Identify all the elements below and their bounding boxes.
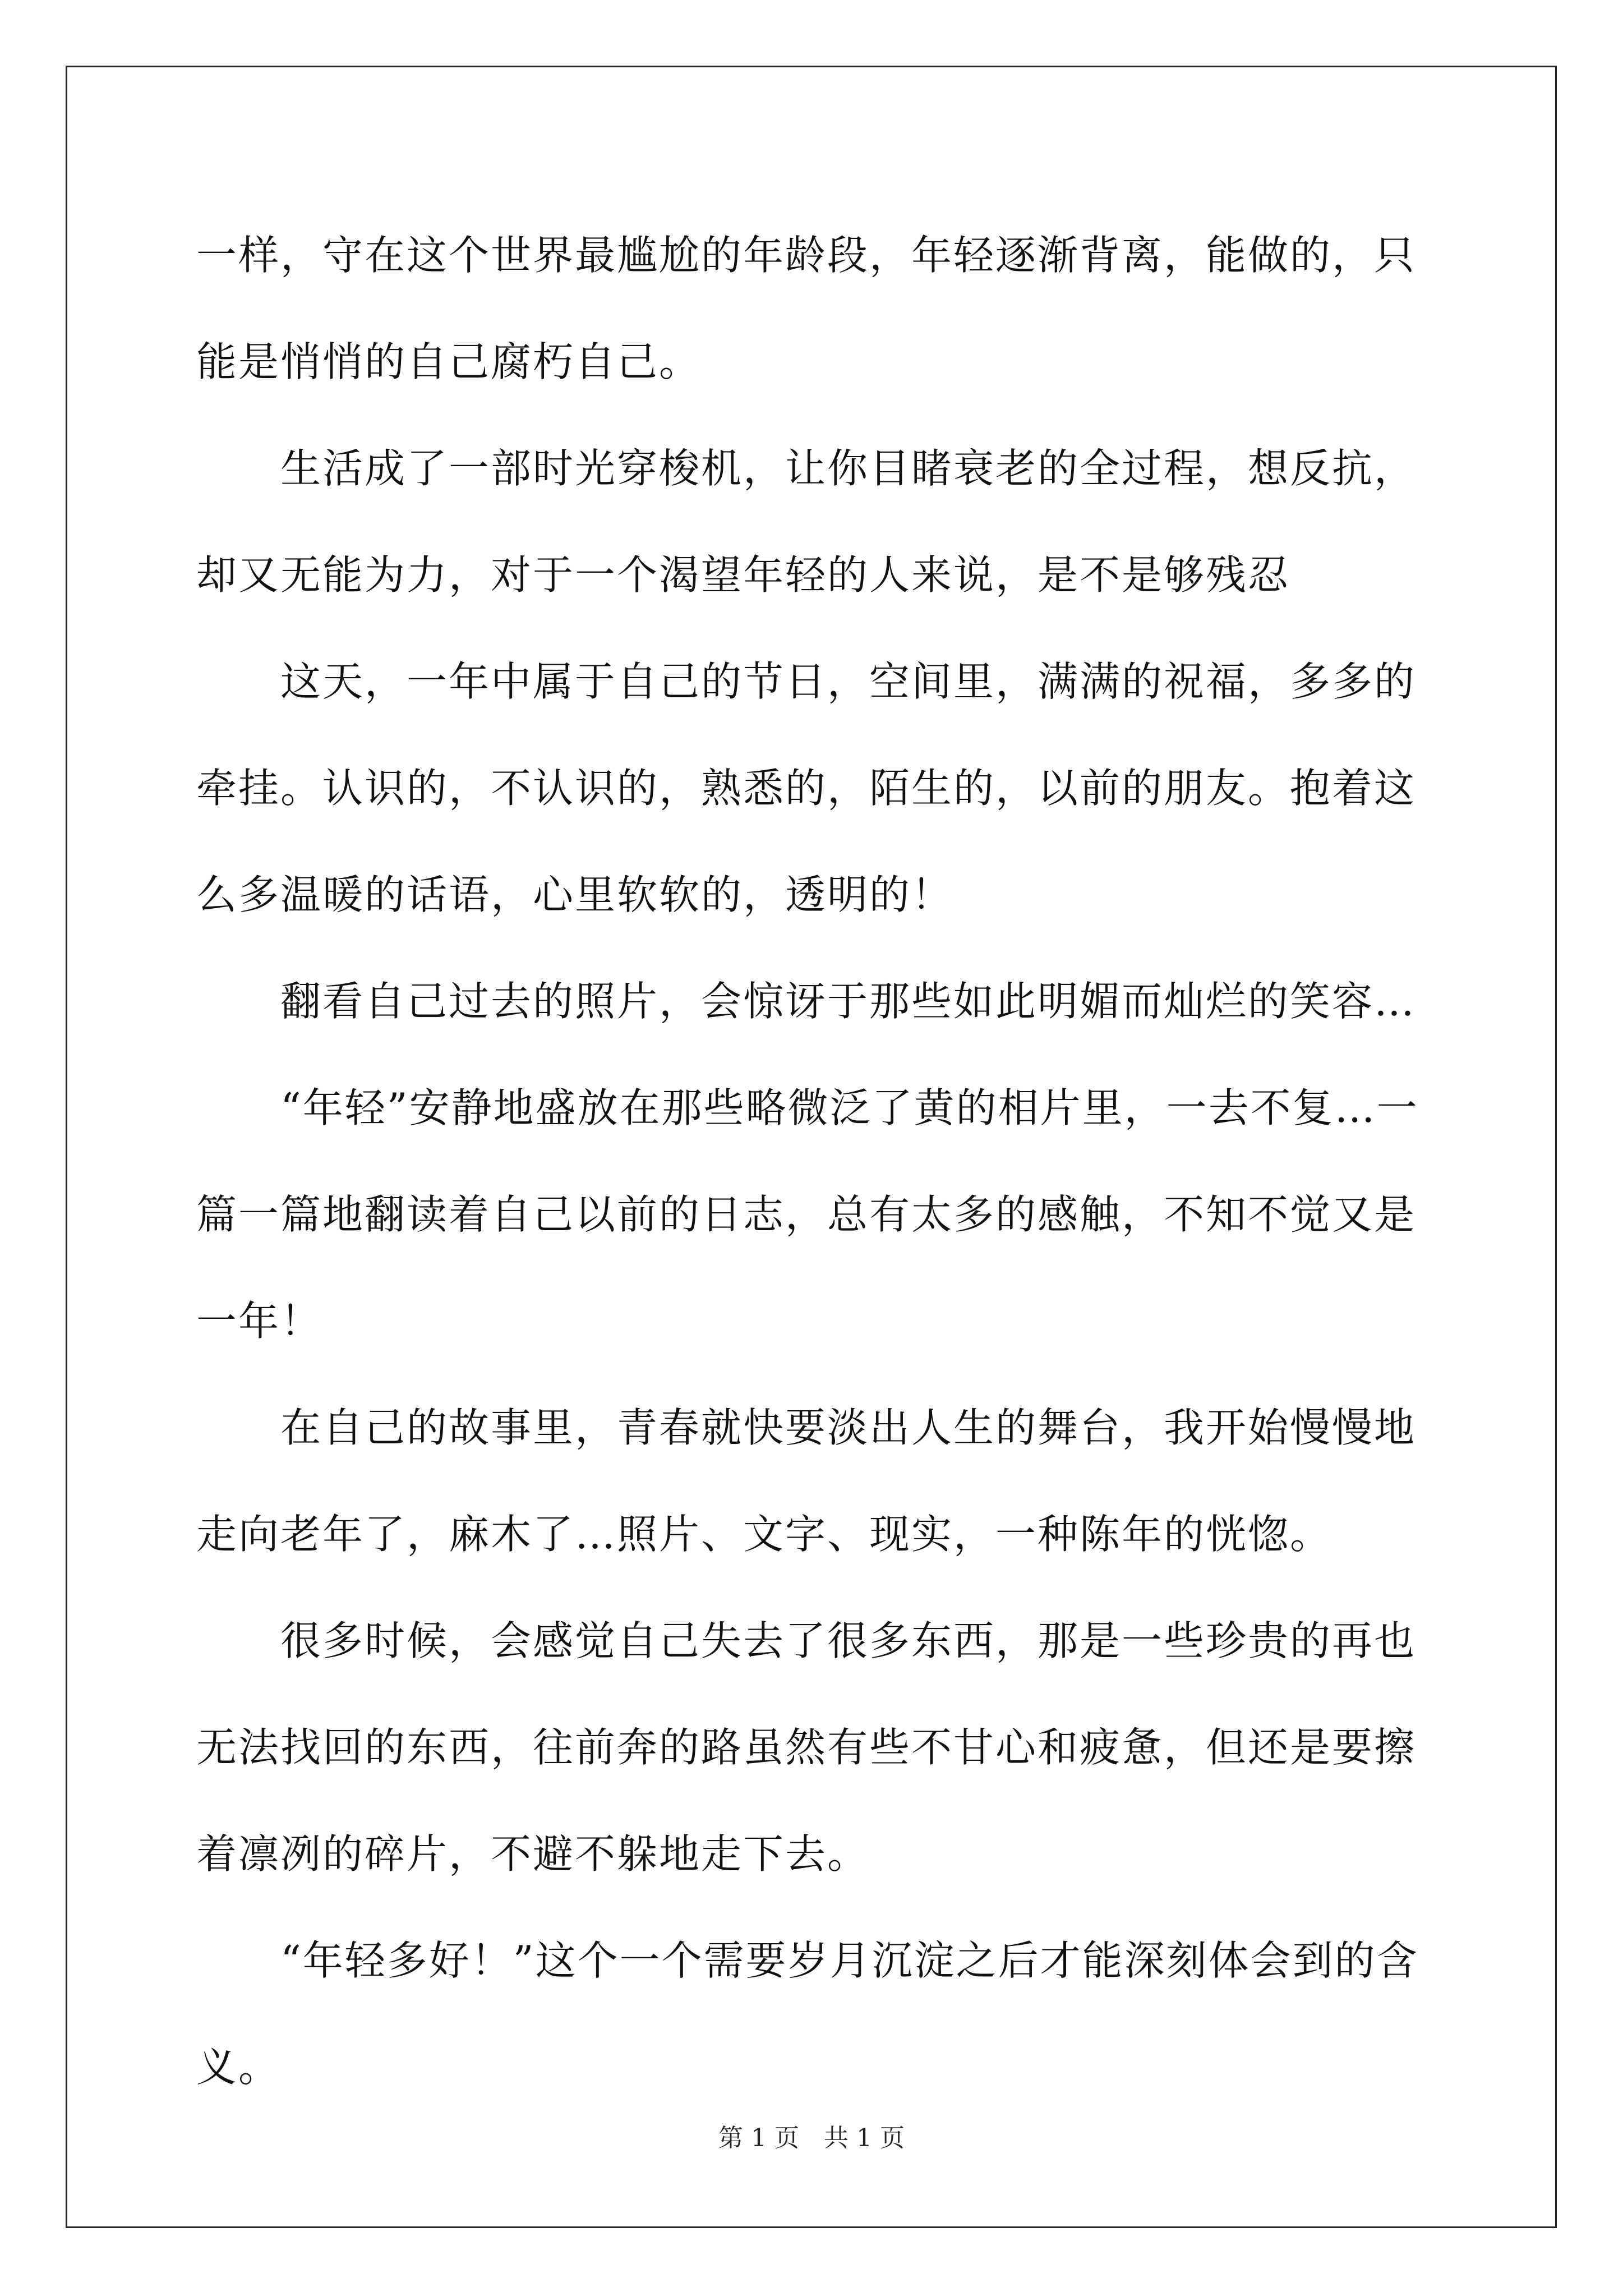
- document-body: [196, 202, 1430, 2120]
- paragraph-5: “年轻”安静地盛放在那些略微泛了黄的相片里，一去不复…一篇一篇地翻读着自己以前的日志，总有太多的感触，不知不觉又是一年！: [196, 1084, 1419, 1345]
- page-footer: 第 1 页 共 1 页: [718, 2124, 905, 2152]
- paragraph-2: 生活成了一部时光穿梭机，让你目睹衰老的全过程，想反抗，却又无能为力，对于一个渴望年轻的人来说，是不是够残忍: [196, 445, 1417, 599]
- paragraph-1: 一样，守在这个世界最尴尬的年龄段，年轻逐渐背离，能做的，只能是悄悄的自己腐朽自己。: [196, 232, 1417, 385]
- paragraph-8: “年轻多好！”这个一个需要岁月沉淀之后才能深刻体会到的含义。: [196, 1937, 1419, 2091]
- paragraph-7: 很多时候，会感觉自己失去了很多东西，那是一些珍贵的再也无法找回的东西，往前奔的路虽然有些不甘心和疲惫，但还是要擦着凛冽的碎片，不避不躲地走下去。: [196, 1617, 1417, 1878]
- paragraph-4: 翻看自己过去的照片，会惊讶于那些如此明媚而灿烂的笑容…: [280, 978, 1417, 1025]
- paragraph-6: 在自己的故事里，青春就快要淡出人生的舞台，我开始慢慢地走向老年了，麻木了…照片、文字、现实，一种陈年的恍惚。: [196, 1404, 1417, 1558]
- paragraph-3: 这天，一年中属于自己的节日，空间里，满满的祝福，多多的牵挂。认识的，不认识的，熟悉的，陌生的，以前的朋友。抱着这么多温暖的话语，心里软软的，透明的！: [196, 658, 1417, 918]
